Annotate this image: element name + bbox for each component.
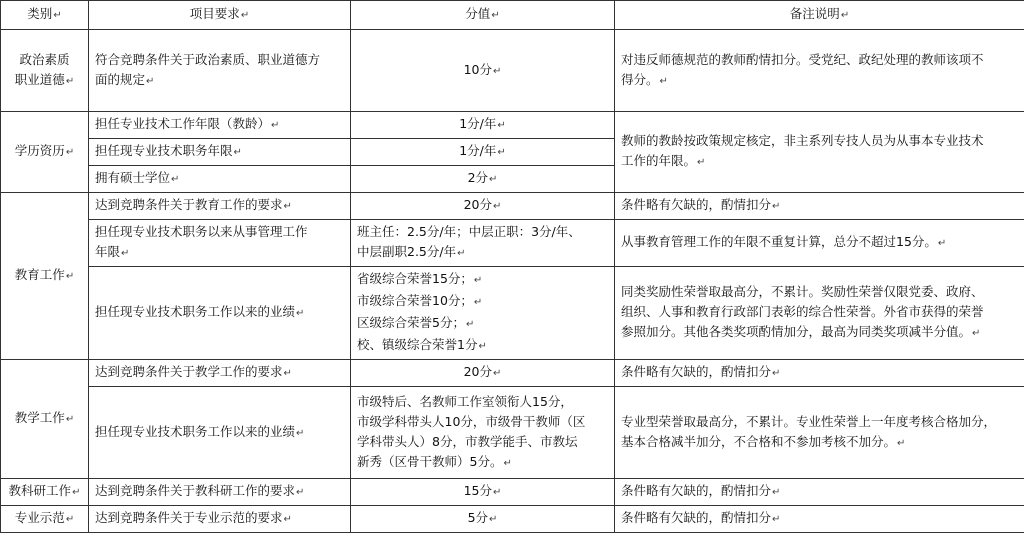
table-row (1, 506, 1024, 533)
header-requirement: 项目要求↵ (89, 1, 351, 30)
note-cell: 对违反师德规范的教师酌情扣分。受党纪、政纪处理的教师该项不 得分。↵ (615, 30, 1024, 112)
score-cell: 2分↵ (351, 166, 615, 193)
requirement-cell: 担任专业技术工作年限（教龄）↵ (89, 112, 351, 139)
table-row (1, 267, 1024, 360)
requirement-cell: 拥有硕士学位↵ (89, 166, 351, 193)
table-row (1, 30, 1024, 112)
note-cell: 专业型荣誉取最高分，不累计。专业性荣誉上一年度考核合格加分， 基本合格减半加分，不合格和不参加考核不加分。↵ (615, 387, 1024, 479)
score-cell: 班主任：2.5分/年；中层正职：3分/年、 中层副职2.5分/年↵ (351, 220, 615, 267)
note-cell: 条件略有欠缺的，酌情扣分↵ (615, 479, 1024, 506)
category-cell: 教育工作↵ (1, 193, 89, 360)
note-cell: 条件略有欠缺的，酌情扣分↵ (615, 506, 1024, 533)
score-cell: 10分↵ (351, 30, 615, 112)
score-cell: 20分↵ (351, 193, 615, 220)
table-row (1, 112, 1024, 139)
header-row (1, 1, 1024, 30)
requirement-cell: 担任现专业技术职务以来从事管理工作 年限↵ (89, 220, 351, 267)
note-cell: 同类奖励性荣誉取最高分，不累计。奖励性荣誉仅限党委、政府、 组织、人事和教育行政部门表彰的综合性荣誉。外省市获得的荣誉 参照加分。其他各类奖项酌情加分，最高为同类奖项减半分值。↵ (615, 267, 1024, 360)
note-cell: 条件略有欠缺的，酌情扣分↵ (615, 193, 1024, 220)
requirement-cell: 担任现专业技术职务工作以来的业绩↵ (89, 387, 351, 479)
requirement-cell: 担任现专业技术职务工作以来的业绩↵ (89, 267, 351, 360)
category-cell: 专业示范↵ (1, 506, 89, 533)
note-cell: 教师的教龄按政策规定核定，非主系列专技人员为从事本专业技术 工作的年限。↵ (615, 112, 1024, 193)
table-row (1, 479, 1024, 506)
score-cell: 1分/年↵ (351, 112, 615, 139)
category-cell: 教学工作↵ (1, 360, 89, 479)
table-row (1, 193, 1024, 220)
score-cell: 1分/年↵ (351, 139, 615, 166)
table-row (1, 360, 1024, 387)
table-row (1, 220, 1024, 267)
score-cell: 省级综合荣誉15分；↵ 市级综合荣誉10分；↵ 区级综合荣誉5分；↵ 校、镇级综合荣誉1分↵ (351, 267, 615, 360)
score-cell: 5分↵ (351, 506, 615, 533)
requirement-cell: 达到竞聘条件关于教科研工作的要求↵ (89, 479, 351, 506)
requirement-cell: 达到竞聘条件关于教育工作的要求↵ (89, 193, 351, 220)
header-category: 类别↵ (1, 1, 89, 30)
note-cell: 从事教育管理工作的年限不重复计算，总分不超过15分。↵ (615, 220, 1024, 267)
requirement-cell: 达到竞聘条件关于教学工作的要求↵ (89, 360, 351, 387)
header-note: 备注说明↵ (615, 1, 1024, 30)
requirement-cell: 达到竞聘条件关于专业示范的要求↵ (89, 506, 351, 533)
requirement-cell: 担任现专业技术职务年限↵ (89, 139, 351, 166)
requirement-cell: 符合竞聘条件关于政治素质、职业道德方 面的规定↵ (89, 30, 351, 112)
table-row (1, 387, 1024, 479)
category-cell: 学历资历↵ (1, 112, 89, 193)
score-cell: 20分↵ (351, 360, 615, 387)
score-cell: 市级特后、名教师工作室领衔人15分， 市级学科带头人10分，市级骨干教师（区 学科带头人）8分，市教学能手、市教坛 新秀（区骨干教师）5分。↵ (351, 387, 615, 479)
header-score: 分值↵ (351, 1, 615, 30)
category-cell: 教科研工作↵ (1, 479, 89, 506)
note-cell: 条件略有欠缺的，酌情扣分↵ (615, 360, 1024, 387)
score-cell: 15分↵ (351, 479, 615, 506)
category-cell: 政治素质 职业道德↵ (1, 30, 89, 112)
